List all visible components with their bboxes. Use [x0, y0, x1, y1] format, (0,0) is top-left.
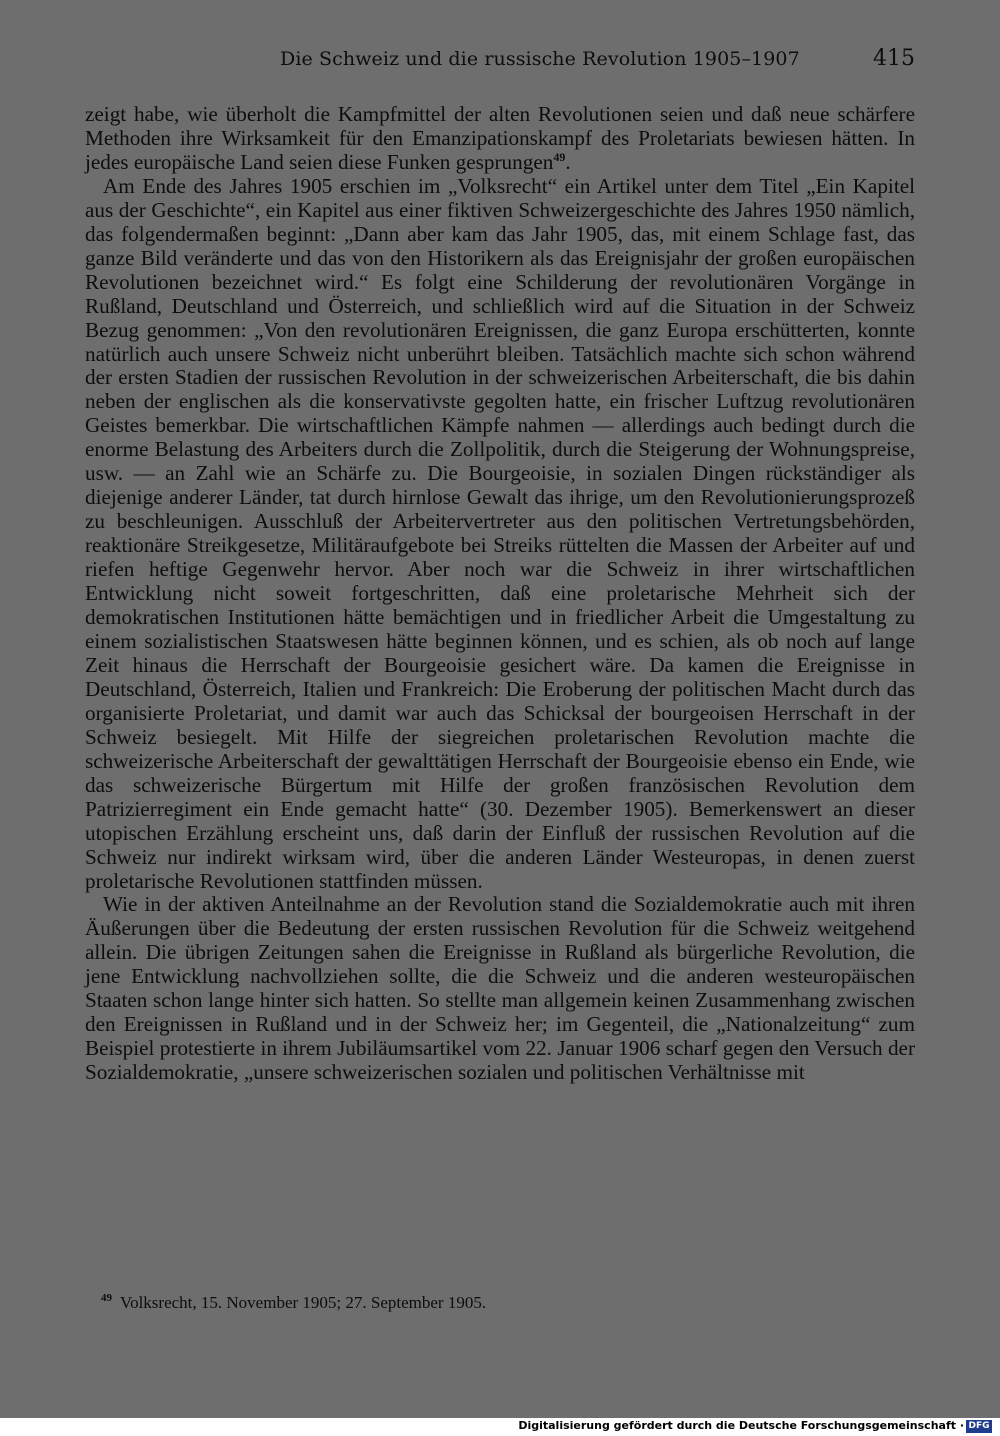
body-text [85, 103, 915, 1085]
footnote [101, 1293, 915, 1313]
footnote-reference: 49 [553, 149, 566, 164]
credit-bar [0, 1418, 1000, 1436]
paragraph-end-punctuation: . [565, 149, 571, 174]
dfg-logo-icon: DFG [966, 1420, 992, 1433]
running-title: Die Schweiz und die russische Revolution 1905–1907 [280, 48, 800, 70]
footnote-number: 49 [101, 1292, 112, 1305]
funding-credit: Digitalisierung gefördert durch die Deutsche Forschungsgemeinschaft · [518, 1419, 964, 1432]
paragraph-text: zeigt habe, wie überholt die Kampfmittel der alten Revolutionen seien und daß neue schärfere Methoden ihre Wirksamkeit für den Emanzipationskampf des Proletariats bewiesen hätten. In jedes europäische Land seien diese Funken gesprungen [85, 102, 915, 174]
paragraph-1 [85, 103, 915, 175]
page-header [85, 48, 915, 78]
paragraph-3: Wie in der aktiven Anteilnahme an der Revolution stand die Sozialdemokratie auch mit ihren Äußerungen über die Bedeutung der ersten russischen Revolution für die Schweiz weitgehend allein. Die übrigen Zeitungen sahen die Ereignisse in Rußland als bürgerliche Revolution, die jene Entwicklung nachvollziehen sollte, die die Schweiz und die anderen westeuropäischen Staaten schon lange hinter sich hatten. So stellte man allgemein keinen Zusammenhang zwischen den Ereignissen in Rußland und in der Schweiz her; im Gegenteil, die „Nationalzeitung“ zum Beispiel protestierte in ihrem Jubiläumsartikel vom 22. Januar 1906 scharf gegen den Versuch der Sozialdemokratie, „unsere schweizerischen sozialen und politischen Verhältnisse mit [85, 892, 915, 1085]
paragraph-2: Am Ende des Jahres 1905 erschien im „Volksrecht“ ein Artikel unter dem Titel „Ein Kapitel aus der Geschichte“, ein Kapitel aus einer fiktiven Schweizergeschichte des Jahres 1950 nämlich, das folgendermaßen beginnt: „Dann aber kam das Jahr 1905, das, mit einem Schlage fast, das ganze Bild veränderte und das von den Historikern als das Ereignisjahr der großen europäischen Revolutionen bezeichnet wird.“ Es folgt eine Schilderung der revolutionären Vorgänge in Rußland, Deutschland und Österreich, und schließlich wird auf die Situation in der Schweiz Bezug genommen: „Von den revolutionären Ereignissen, die ganz Europa erschütterten, konnte natürlich auch unsere Schweiz nicht unberührt bleiben. Tatsächlich machte sich schon während der ersten Stadien der russischen Revolution in der schweizerischen Arbeiterschaft, die bis dahin neben der englischen als die konservativste gegolten hatte, ein frischer Luftzug revolutionären Geistes bemerkbar. Die wirtschaftlichen Kämpfe nahmen — allerdings auch bedingt durch die enorme Belastung des Arbeiters durch die Zollpolitik, durch die Steigerung der Wohnungspreise, usw. — an Zahl wie an Schärfe zu. Die Bourgeoisie, in sozialen Dingen rückständiger als diejenige anderer Länder, tat durch hirnlose Gewalt das ihrige, um den Revolutionierungsprozeß zu beschleunigen. Ausschluß der Arbeitervertreter aus den politischen Vertretungsbehörden, reaktionäre Streikgesetze, Militäraufgebote bei Streiks rüttelten die Massen der Arbeiter auf und riefen heftige Gegenwehr hervor. Aber noch war die Schweiz in ihrer wirtschaftlichen Entwicklung nicht soweit fortgeschritten, daß eine proletarische Mehrheit sich der demokratischen Institutionen hätte bemächtigen und in friedlicher Arbeit die Umgestaltung zu einem sozialistischen Staatswesen hätte beginnen können, und es schien, als ob noch auf lange Zeit hinaus die Herrschaft der Bourgeoisie gesichert wäre. Da kamen die Ereignisse in Deutschland, Österreich, Italien und Frankreich: Die Eroberung der politischen Macht durch das organisierte Proletariat, und damit war auch das Schicksal der bourgeoisen Herrschaft in der Schweiz besiegelt. Mit Hilfe der siegreichen proletarischen Revolution machte die schweizerische Arbeiterschaft der gewalttätigen Herrschaft der Bourgeoisie ebenso ein Ende, wie das schweizerische Bürgertum mit Hilfe der großen französischen Revolution dem Patrizierregiment ein Ende gemacht hatte“ (30. Dezember 1905). Bemerkenswert an dieser utopischen Erzählung erscheint uns, daß darin der Einfluß der russischen Revolution auf die Schweiz nur indirekt wirksam wird, über die anderen Länder Westeuropas, in denen zuerst proletarische Revolutionen stattfinden müssen. [85, 173, 915, 893]
page-number: 415 [873, 46, 915, 71]
footnote-text: Volksrecht, 15. November 1905; 27. September 1905. [120, 1293, 487, 1312]
